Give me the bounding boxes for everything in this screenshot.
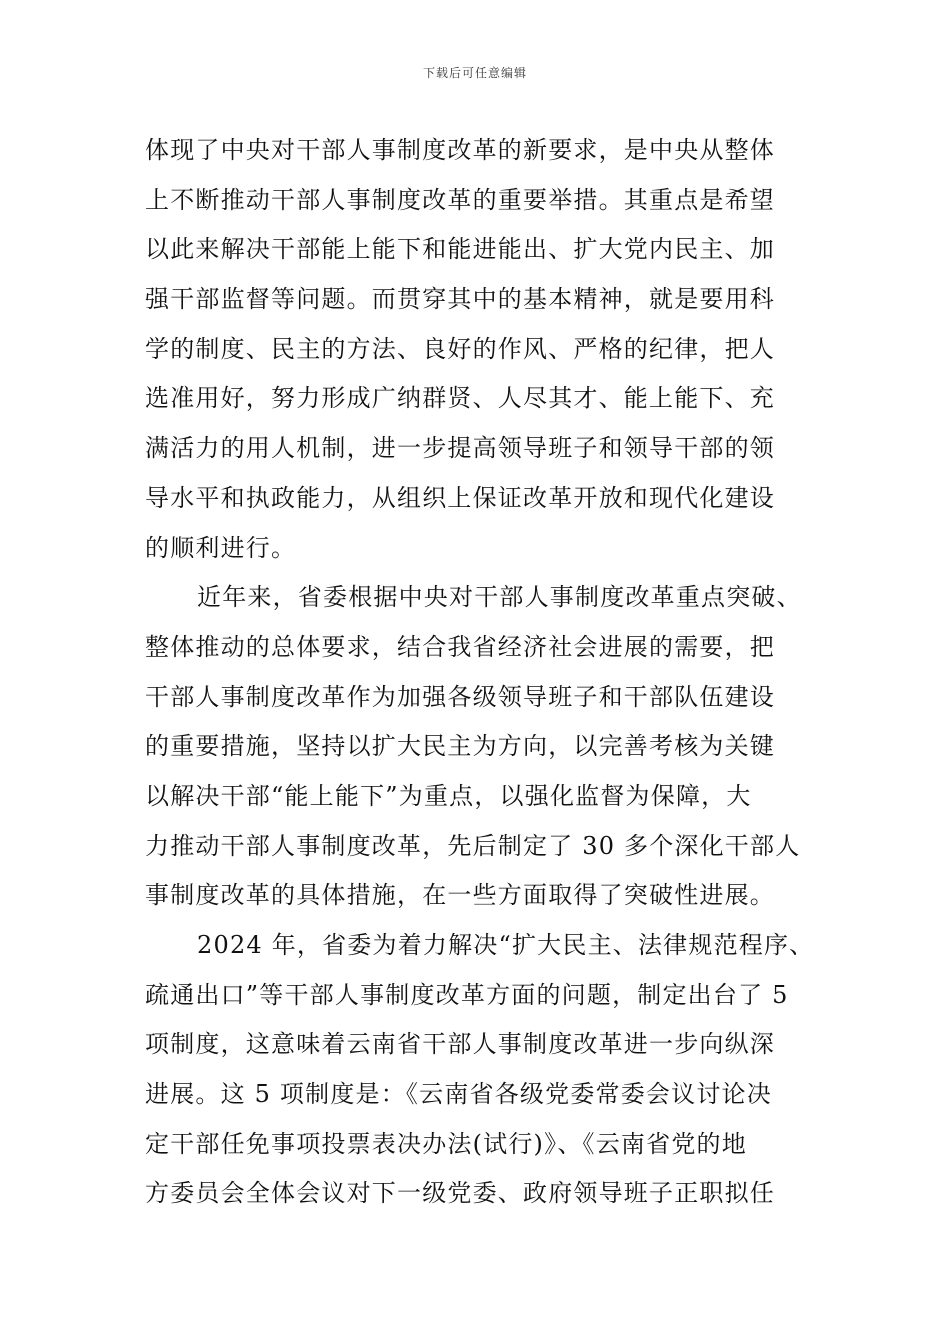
text-line: 导水平和执政能力，从组织上保证改革开放和现代化建设 <box>145 483 775 512</box>
text-line: 事制度改革的具体措施，在一些方面取得了突破性进展。 <box>145 881 775 910</box>
text-line: 进展。这 5 项制度是：《云南省各级党委常委会议讨论决 <box>145 1080 772 1109</box>
text-line: 体现了中央对干部人事制度改革的新要求，是中央从整体 <box>145 136 775 164</box>
text-line: 疏通出口”等干部人事制度改革方面的问题，制定出台了 5 <box>145 980 789 1009</box>
text-line: 学的制度、民主的方法、良好的作风、严格的纪律，把人 <box>145 334 775 363</box>
text-line: 的重要措施，坚持以扩大民主为方向，以完善考核为关键 <box>145 732 775 761</box>
text-line: 上不断推动干部人事制度改革的重要举措。其重点是希望 <box>145 185 775 214</box>
text-line: 项制度，这意味着云南省干部人事制度改革进一步向纵深 <box>145 1030 775 1059</box>
text-line: 以此来解决干部能上能下和能进能出、扩大党内民主、加 <box>145 235 775 264</box>
text-line: 整体推动的总体要求，结合我省经济社会进展的需要，把 <box>145 632 775 661</box>
text-line: 满活力的用人机制，进一步提高领导班子和领导干部的领 <box>145 434 775 463</box>
text-line: 以解决干部“能上能下”为重点，以强化监督为保障，大 <box>145 781 752 810</box>
text-line: 选准用好，努力形成广纳群贤、人尽其才、能上能下、充 <box>145 384 775 413</box>
text-line: 强干部监督等问题。而贯穿其中的基本精神，就是要用科 <box>145 285 775 314</box>
text-line: 方委员会全体会议对下一级党委、政府领导班子正职拟任 <box>145 1179 775 1208</box>
page-header: 下载后可任意编辑 <box>422 66 527 80</box>
text-line: 力推动干部人事制度改革，先后制定了 30 多个深化干部人 <box>145 831 801 860</box>
text-line: 干部人事制度改革作为加强各级领导班子和干部队伍建设 <box>145 682 775 711</box>
paragraph-start-line: 2024 年，省委为着力解决“扩大民主、法律规范程序、 <box>197 931 815 959</box>
text-line: 定干部任免事项投票表决办法(试行)》、《云南省党的地 <box>145 1129 747 1158</box>
text-line: 的顺利进行。 <box>145 533 297 562</box>
paragraph-start-line: 近年来，省委根据中央对干部人事制度改革重点突破、 <box>197 583 802 612</box>
document-body <box>145 126 815 1219</box>
